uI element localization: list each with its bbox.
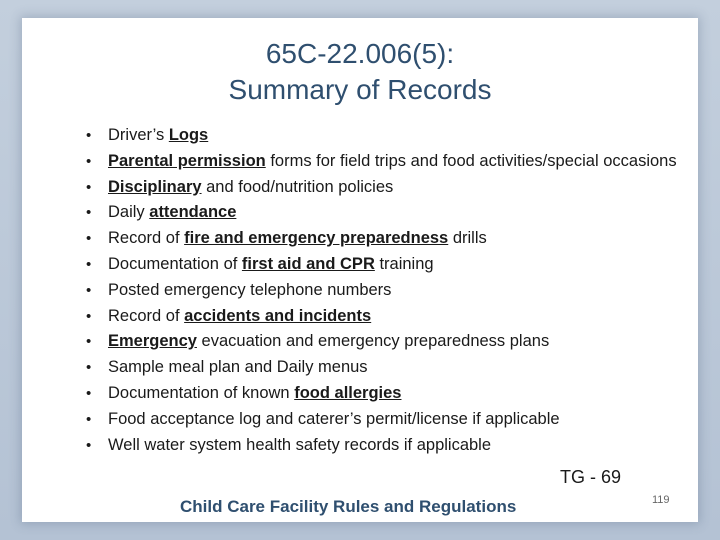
item-text: Record of	[108, 229, 185, 248]
highlighted-term: accidents and incidents	[184, 306, 372, 325]
highlighted-term: Emergency	[108, 332, 197, 351]
records-list	[85, 123, 685, 458]
highlighted-term: Parental permission	[108, 151, 266, 170]
tg-reference: TG - 69	[560, 467, 622, 487]
list-item	[85, 175, 685, 201]
list-item	[85, 226, 685, 252]
item-text: drills	[448, 229, 487, 248]
list-item	[85, 329, 685, 355]
list-item	[85, 433, 685, 459]
list-item	[85, 252, 685, 278]
highlighted-term: Disciplinary	[108, 177, 202, 196]
highlighted-term: attendance	[149, 203, 237, 222]
item-text: Posted emergency telephone numbers	[108, 280, 392, 299]
item-text: evacuation and emergency preparedness plans	[196, 332, 550, 351]
item-text: and food/nutrition policies	[201, 177, 394, 196]
item-text: training	[374, 254, 434, 273]
footer-text: Child Care Facility Rules and Regulations	[180, 497, 517, 516]
item-text: forms for field trips and food activities/special occasions	[265, 151, 677, 170]
list-item	[85, 304, 685, 330]
item-text: Documentation of known	[108, 383, 295, 402]
list-item	[85, 278, 685, 304]
highlighted-term: food allergies	[294, 383, 402, 402]
item-text: Daily	[108, 203, 150, 222]
item-text: Driver’s	[108, 126, 169, 144]
list-item	[85, 123, 685, 149]
item-text: Documentation of	[108, 254, 242, 273]
item-text: Record of	[108, 306, 185, 325]
slide-title	[0, 36, 720, 108]
item-text: Sample meal plan and Daily menus	[108, 358, 368, 377]
highlighted-term: fire and emergency preparedness	[184, 229, 449, 248]
list-item	[85, 407, 685, 433]
title-line-2: Summary of Records	[228, 74, 492, 105]
title-line-1: 65C-22.006(5):	[265, 38, 455, 69]
item-text: Food acceptance log and caterer’s permit/license if applicable	[108, 409, 560, 428]
list-item	[85, 200, 685, 226]
list-item	[85, 355, 685, 381]
highlighted-term: Logs	[168, 126, 209, 144]
highlighted-term: first aid and CPR	[241, 254, 375, 273]
page-number: 119	[652, 494, 670, 506]
list-item	[85, 381, 685, 407]
list-item	[85, 149, 685, 175]
item-text: Well water system health safety records if applicable	[108, 435, 492, 454]
